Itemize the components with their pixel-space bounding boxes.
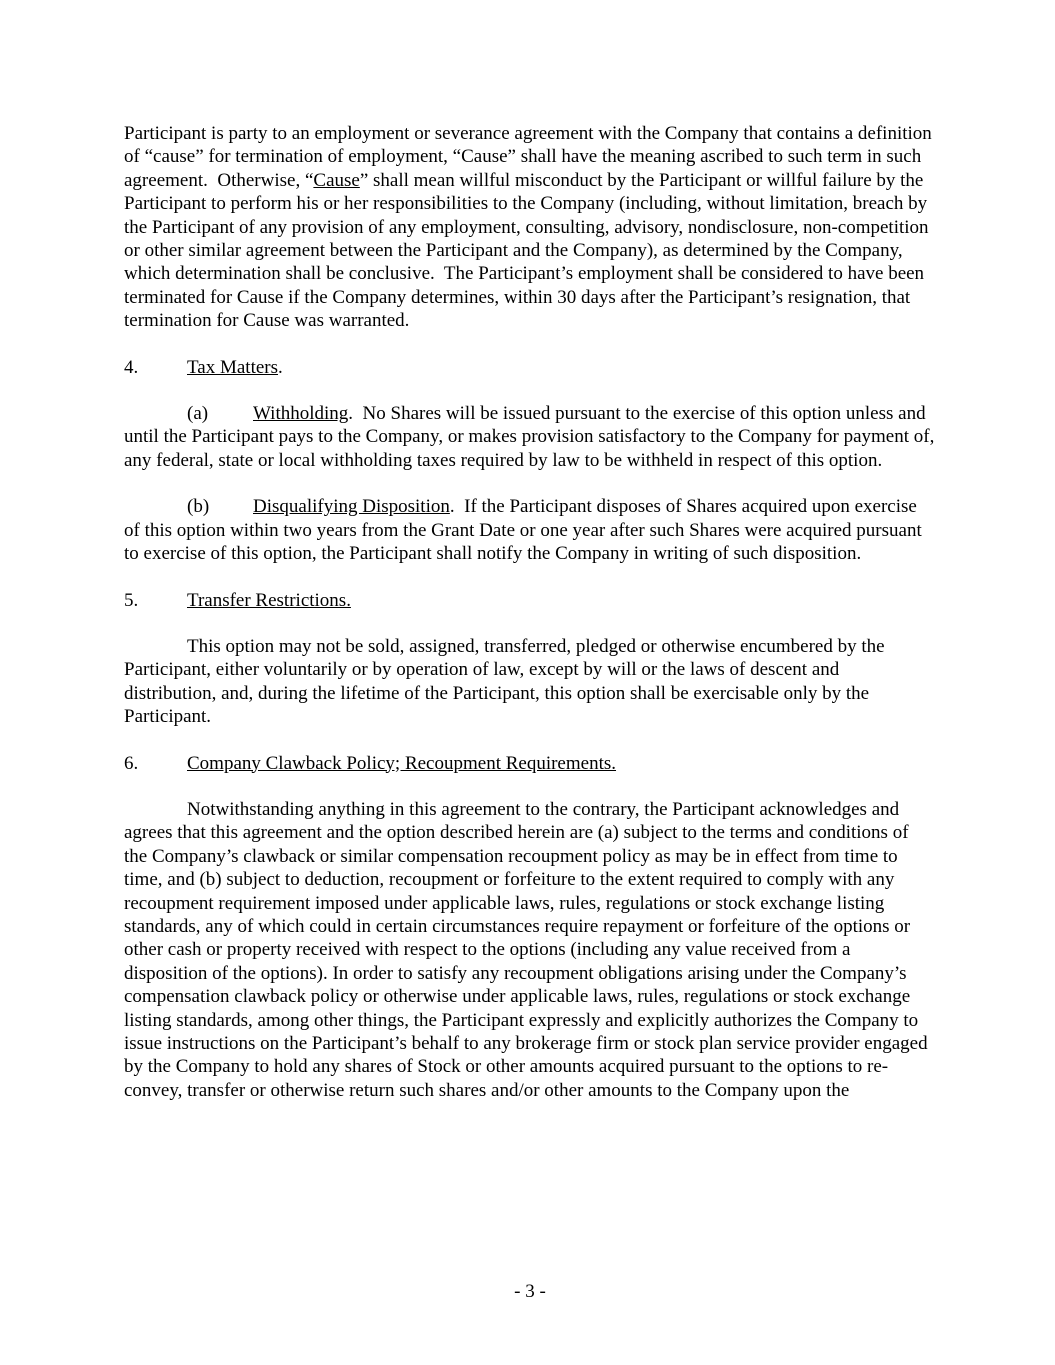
paragraph-text: ” shall mean willful misconduct by the Participant or willful failure by the Participant to perform his or her responsibilities to the Company (including, without limitation, breach by the Participant of any provision of any employment, consulting, advisory, nondisclosure, non-competition or other similar agreement between the Participant and the Company), as determined by the Company, which determination shall be conclusive. The Participant’s employment shall be considered to have been terminated for Cause if the Company determines, within 30 days after the Participant’s resignation, that termination for Cause was warranted. — [124, 169, 934, 332]
paragraph-cause-definition — [124, 122, 936, 333]
paragraph-clawback-policy — [124, 798, 936, 1102]
section-5-number: 5. — [124, 589, 139, 611]
paragraph-text: . No Shares will be issued pursuant to the exercise of this option unless and until the Participant pays to the Company, or makes provision satisfactory to the Company for payment of, any federal, state or local withholding taxes required by law to be withheld in respect of this option. — [124, 403, 940, 471]
section-4-title-period: . — [278, 356, 283, 378]
subsection-b-title: Disqualifying Disposition — [253, 496, 450, 518]
subsection-a-label: (a) — [187, 403, 209, 425]
section-6-number: 6. — [124, 752, 139, 774]
underlined-term-cause: Cause — [313, 169, 360, 191]
document-body — [124, 122, 940, 1102]
subsection-a-title: Withholding — [253, 403, 349, 425]
section-5-title: Transfer Restrictions. — [187, 589, 351, 611]
subsection-b-label: (b) — [187, 496, 210, 518]
section-4-heading — [124, 356, 936, 379]
paragraph-text: This option may not be sold, assigned, transferred, pledged or otherwise encumbered by the Participant, either voluntarily or by operation of law, except by will or the laws of descent and distribution, and, during the lifetime of the Participant, this option shall be exercisable only by the Participant. — [124, 635, 890, 728]
paragraph-withholding — [124, 402, 940, 472]
section-5-heading — [124, 589, 936, 612]
paragraph-disqualifying-disposition — [124, 495, 936, 565]
section-4-title: Tax Matters — [187, 356, 279, 378]
section-4-number: 4. — [124, 356, 139, 378]
section-6-heading — [124, 752, 936, 775]
section-6-title: Company Clawback Policy; Recoupment Requirements. — [187, 752, 617, 774]
paragraph-text: . If the Participant disposes of Shares acquired upon exercise of this option within two years from the Grant Date or one year after such Shares were acquired pursuant to exercise of this option, the Participant shall notify the Company in writing of such disposition. — [124, 496, 927, 565]
paragraph-text: Notwithstanding anything in this agreement to the contrary, the Participant acknowledges and agrees that this agreement and the option described herein are (a) subject to the terms and conditions of the Company’s clawback or similar compensation recoupment policy as may be in effect from time to time, and (b) subject to deduction, recoupment or forfeiture to the extent required to comply with any recoupment requirement imposed under applicable laws, rules, regulations or stock exchange listing standards, any of which could in certain circumstances require repayment or forfeiture of the options or other cash or property received with respect to the options (including any value received from a disposition of the options). In order to satisfy any recoupment obligations arising under the Company’s compensation clawback policy or otherwise under applicable laws, rules, regulations or stock exchange listing standards, among other things, the Participant expressly and explicitly authorizes the Company to issue instructions on the Participant’s behalf to any brokerage firm or stock plan service provider engaged by the Company to hold any shares of Stock or other amounts acquired pursuant to the options to re-convey, transfer or otherwise return such shares and/or other amounts to the Company upon the — [124, 798, 933, 1101]
paragraph-text: Participant is party to an employment or severance agreement with the Company that contains a definition of “cause” for termination of employment, “Cause” shall have the meaning ascribed to such term in such agreement. Otherwise, “ — [124, 123, 937, 191]
paragraph-transfer-restrictions — [124, 635, 936, 729]
page-number: - 3 - — [514, 1281, 546, 1302]
